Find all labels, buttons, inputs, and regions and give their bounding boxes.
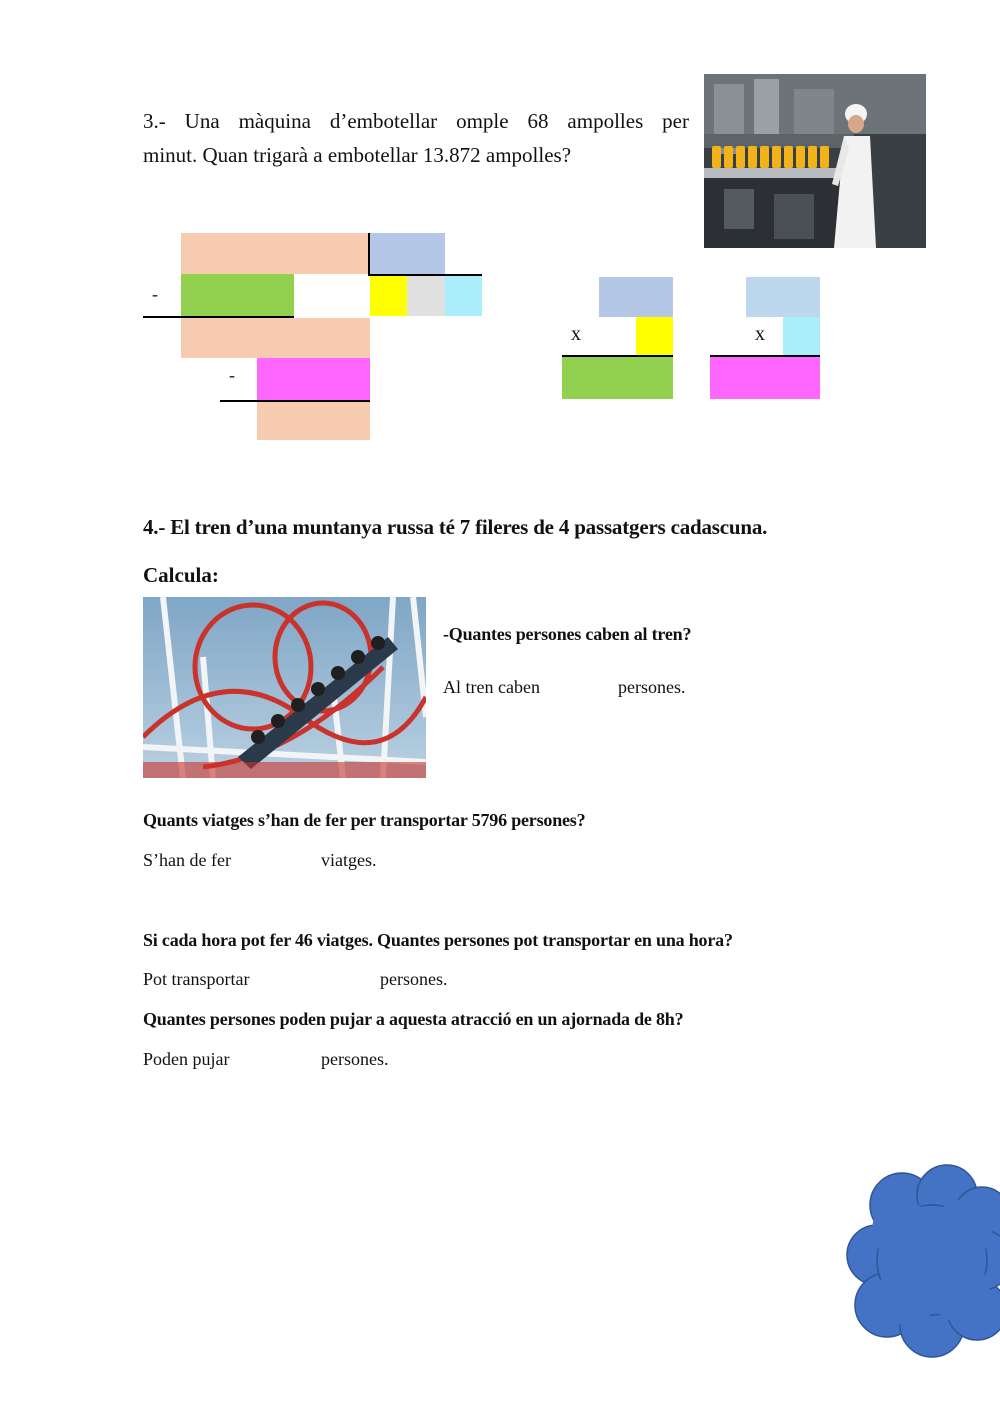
cloud-shape[interactable] xyxy=(842,1160,1000,1360)
times-sign-2: x xyxy=(755,323,765,345)
answer-3-suffix: persones. xyxy=(380,969,448,989)
answer-4-suffix: persones. xyxy=(321,1049,389,1069)
answer-2-suffix: viatges. xyxy=(321,850,377,870)
mult1-product-box[interactable] xyxy=(562,357,673,399)
question-2: Quants viatges s’han de fer per transportar 5796 persones? xyxy=(143,810,586,830)
remainder-2-box[interactable] xyxy=(257,402,370,440)
roller-coaster-photo xyxy=(143,597,426,778)
quotient-digit-1-box[interactable] xyxy=(370,276,407,316)
subtrahend-2-box[interactable] xyxy=(257,358,370,400)
times-sign-1: x xyxy=(571,323,581,345)
quotient-digit-2-box[interactable] xyxy=(407,276,445,316)
subtrahend-1-box[interactable] xyxy=(181,274,294,316)
mult2-multiplicand-box[interactable] xyxy=(746,277,820,317)
question-1: -Quantes persones caben al tren? xyxy=(443,624,692,644)
problem3-line2: minut. Quan trigarà a embotellar 13.872 ampolles? xyxy=(143,143,572,167)
dividend-box[interactable] xyxy=(181,233,369,274)
mult2-multiplier-box[interactable] xyxy=(783,317,820,355)
calcula-label: Calcula: xyxy=(143,563,219,587)
bottling-factory-photo xyxy=(704,74,926,248)
minus-sign-1: - xyxy=(152,284,158,304)
problem3-text xyxy=(143,104,689,172)
minus-sign-2: - xyxy=(229,365,235,385)
quotient-digit-3-box[interactable] xyxy=(445,276,482,316)
mult1-multiplier-box[interactable] xyxy=(636,317,673,355)
problem3-line1: 3.- Una màquina d’embotellar omple 68 ampolles per xyxy=(143,109,689,133)
mult1-multiplicand-box[interactable] xyxy=(599,277,673,317)
remainder-1-box[interactable] xyxy=(181,318,370,358)
answer-1-suffix: persones. xyxy=(618,677,686,697)
divisor-box[interactable] xyxy=(370,233,445,274)
question-4: Quantes persones poden pujar a aquesta atracció en un ajornada de 8h? xyxy=(143,1009,684,1029)
question-3: Si cada hora pot fer 46 viatges. Quantes persones pot transportar en una hora? xyxy=(143,930,733,950)
answer-1-input[interactable] xyxy=(562,675,614,699)
answer-3-prefix: Pot transportar xyxy=(143,969,250,989)
problem4-title: 4.- El tren d’una muntanya russa té 7 fileres de 4 passatgers cadascuna. xyxy=(143,515,768,539)
mult2-product-box[interactable] xyxy=(710,357,820,399)
answer-1-prefix: Al tren caben xyxy=(443,677,540,697)
answer-3-input[interactable] xyxy=(276,967,376,991)
answer-2-input[interactable] xyxy=(248,848,316,872)
answer-2-prefix: S’han de fer xyxy=(143,850,231,870)
answer-4-input[interactable] xyxy=(250,1047,316,1071)
division-vertical-line xyxy=(368,233,370,276)
answer-4-prefix: Poden pujar xyxy=(143,1049,230,1069)
